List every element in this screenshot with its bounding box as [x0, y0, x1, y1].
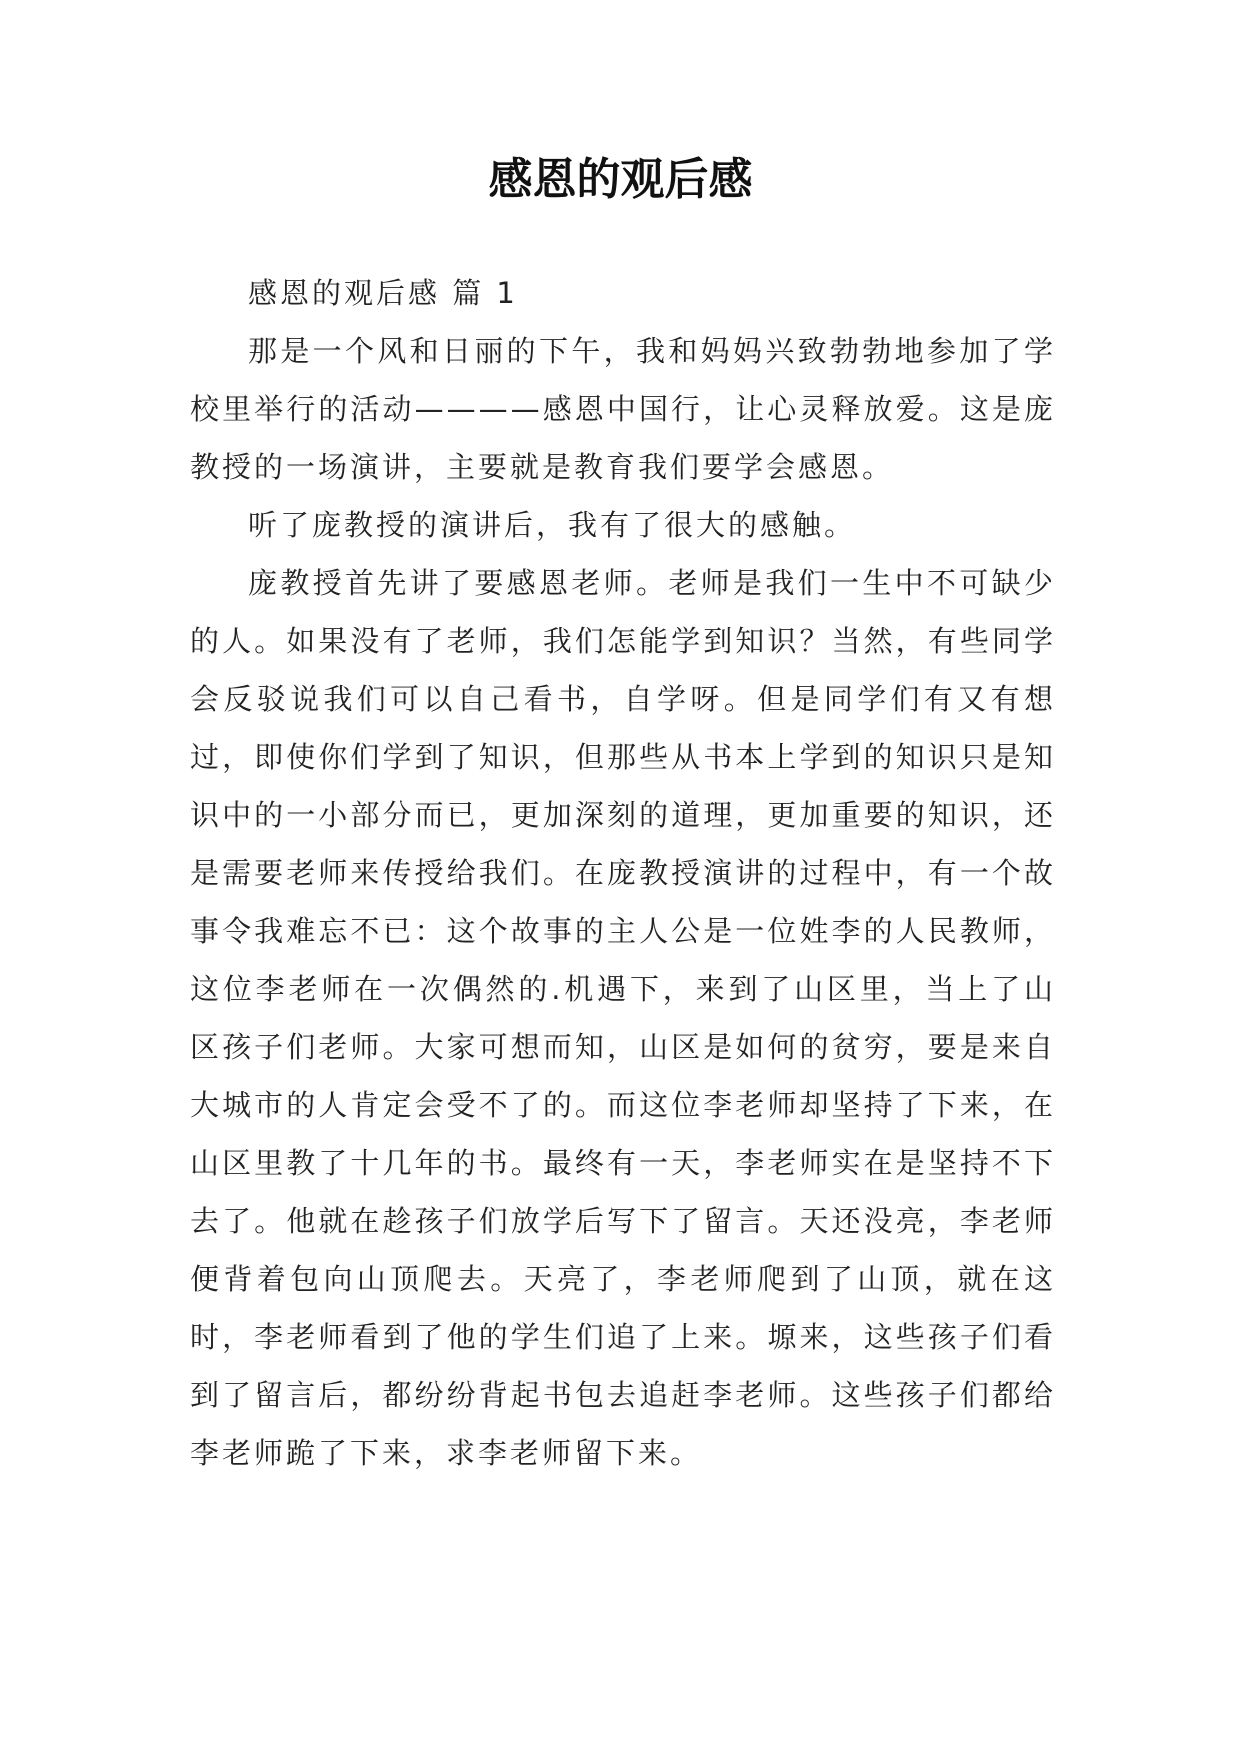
section-heading: 感恩的观后感 篇 1: [248, 276, 518, 310]
paragraph-1: 那是一个风和日丽的下午，我和妈妈兴致勃勃地参加了学校里举行的活动————感恩中国行，让心灵释放爱。这是庞教授的一场演讲，主要就是教育我们要学会感恩。: [190, 334, 1056, 484]
paragraph-2: 听了庞教授的演讲后，我有了很大的感触。: [248, 508, 857, 542]
paragraph-3: 庞教授首先讲了要感恩老师。老师是我们一生中不可缺少的人。如果没有了老师，我们怎能学到知识？当然，有些同学会反驳说我们可以自己看书，自学呀。但是同学们有又有想过，即使你们学到了知识，但那些从书本上学到的知识只是知识中的一小部分而已，更加深刻的道理，更加重要的知识，还是需要老师来传授给我们。在庞教授演讲的过程中，有一个故事令我难忘不已：这个故事的主人公是一位姓李的人民教师，这位李老师在一次偶然的.机遇下，来到了山区里，当上了山区孩子们老师。大家可想而知，山区是如何的贫穷，要是来自大城市的人肯定会受不了的。而这位李老师却坚持了下来，在山区里教了十几年的书。最终有一天，李老师实在是坚持不下去了。他就在趁孩子们放学后写下了留言。天还没亮，李老师便背着包向山顶爬去。天亮了，李老师爬到了山顶，就在这时，李老师看到了他的学生们追了上来。塬来，这些孩子们看到了留言后，都纷纷背起书包去追赶李老师。这些孩子们都给李老师跪了下来，求李老师留下来。: [190, 566, 1056, 1470]
document-title: 感恩的观后感: [488, 154, 753, 205]
document-body: [190, 264, 1056, 1482]
